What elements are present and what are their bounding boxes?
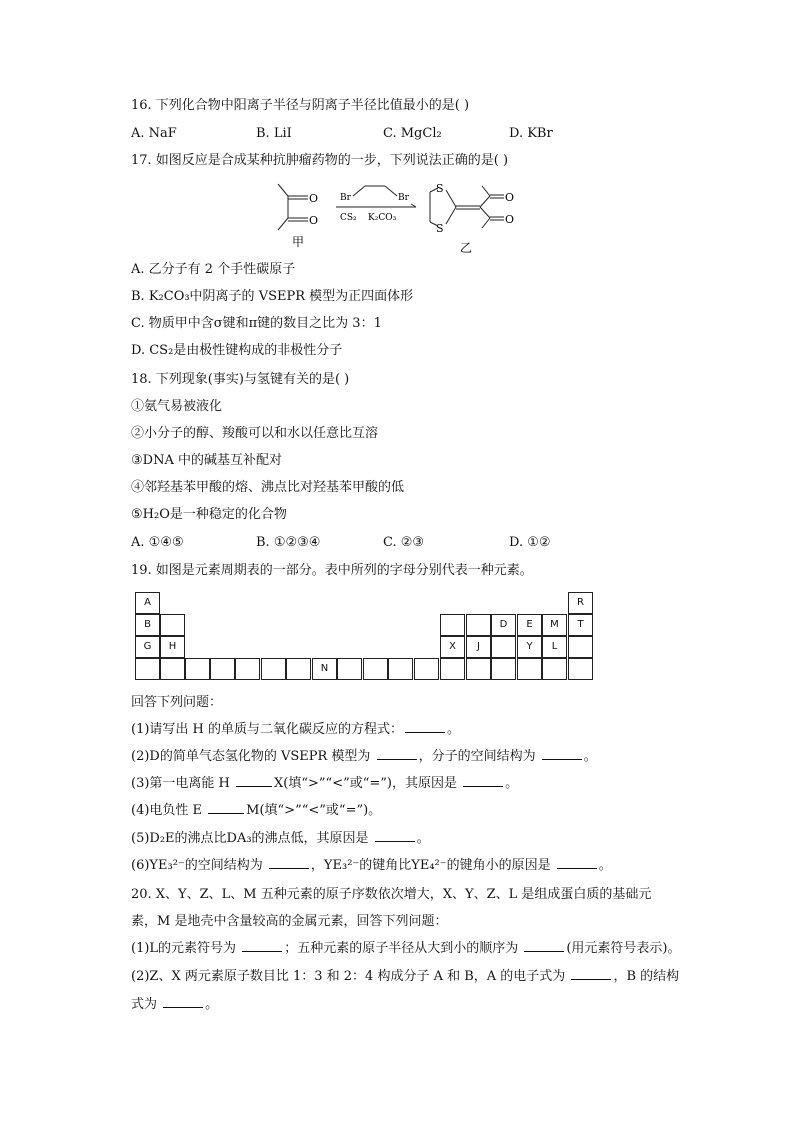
cell-empty: [414, 658, 439, 680]
q18-option-b: B. ①②③④: [256, 535, 321, 550]
cell-empty: [568, 636, 593, 658]
q18-item-5: ⑤H₂O是一种稳定的化合物: [131, 507, 287, 522]
cell-d: D: [491, 614, 516, 636]
reaction-diagram: [270, 180, 530, 260]
q18-option-d: D. ①②: [509, 535, 551, 550]
cell-empty: [568, 658, 593, 680]
cell-empty: [466, 658, 491, 680]
cond-k2co3: K₂CO₃: [368, 213, 397, 223]
reagent-br-right: Br: [398, 193, 409, 203]
product-s1: S: [436, 182, 444, 195]
q19-p3-text-b: X(填“>”“<”或“=”)，其原因是: [274, 776, 462, 791]
q18-item-4: ④邻羟基苯甲酸的熔、沸点比对羟基苯甲酸的低: [131, 480, 405, 495]
product-label: 乙: [460, 241, 473, 255]
answer-blank[interactable]: [463, 774, 503, 787]
answer-blank[interactable]: [242, 939, 282, 952]
q18-option-a: A. ①④⑤: [131, 535, 184, 550]
q20-l3-c: (用元素符号表示)。: [566, 941, 681, 956]
product-o2: O: [505, 213, 515, 226]
reactant-o1: O: [309, 192, 319, 205]
cell-empty: [363, 658, 388, 680]
cell-empty: [160, 614, 185, 636]
q20-line-4: [131, 967, 679, 987]
q17-stem: 17. 如图反应是合成某种抗肿瘤药物的一步，下列说法正确的是( ): [131, 153, 509, 168]
q19-p6-text-a: (6)YE₃²⁻的空间结构为: [131, 858, 267, 873]
q18-option-c: C. ②③: [383, 535, 425, 550]
q20-l5-a: 式为: [131, 997, 162, 1012]
cell-x: X: [440, 636, 465, 658]
cell-m: M: [542, 614, 567, 636]
q19-p5-text: (5)D₂E的沸点比DA₃的沸点低，其原因是: [131, 831, 373, 846]
q20-l5-b: 。: [205, 997, 219, 1012]
q16-stem: 16. 下列化合物中阳离子半径与阴离子半径比值最小的是( ): [131, 98, 470, 113]
answer-blank[interactable]: [377, 747, 417, 760]
answer-blank[interactable]: [375, 829, 415, 842]
q19-part-5: [131, 829, 430, 849]
q20-l4-a: (2)Z、X 两元素原子数目比 1：3 和 2：4 构成分子 A 和 B，A 的电子式为: [131, 969, 570, 984]
answer-blank[interactable]: [571, 967, 611, 980]
cell-j: J: [466, 636, 491, 658]
q19-p5-end: 。: [416, 831, 430, 846]
q19-p1-end: 。: [447, 722, 461, 737]
cell-e: E: [517, 614, 542, 636]
cell-empty: [185, 658, 210, 680]
answer-blank[interactable]: [163, 995, 203, 1008]
q19-p2-text-a: (2)D的简单气态氢化物的 VSEPR 模型为: [131, 749, 375, 764]
q20-line-5: [131, 995, 218, 1015]
cell-empty: [286, 658, 311, 680]
cell-empty: [466, 614, 491, 636]
q20-l3-b: ；五种元素的原子半径从大到小的顺序为: [284, 941, 523, 956]
reactant-label: 甲: [292, 235, 305, 249]
cell-empty: [440, 658, 465, 680]
cell-g: G: [135, 636, 160, 658]
q20-line-3: [131, 939, 680, 959]
q19-part-4: [131, 801, 381, 821]
q16-option-c: C. MgCl₂: [383, 126, 442, 141]
q17-option-b: B. K₂CO₃中阴离子的 VSEPR 模型为正四面体形: [131, 289, 414, 304]
q16-option-d: D. KBr: [509, 126, 553, 141]
q19-part-3: [131, 774, 518, 794]
q19-p3-text-a: (3)第一电离能 H: [131, 776, 235, 791]
q20-line-1: 20. X、Y、Z、L、M 五种元素的原子序数依次增大，X、Y、Z、L 是组成蛋白质的基础元: [131, 887, 652, 902]
q18-item-3: ③DNA 中的碱基互补配对: [131, 453, 282, 468]
cell-empty: [440, 614, 465, 636]
product-s2: S: [436, 222, 444, 235]
q19-p2-text-b: ，分子的空间结构为: [418, 749, 540, 764]
answer-blank[interactable]: [542, 747, 582, 760]
cell-empty: [491, 636, 516, 658]
q19-intro: 回答下列问题：: [131, 695, 223, 710]
q18-item-1: ①氨气易被液化: [131, 399, 223, 414]
cell-empty: [261, 658, 286, 680]
q19-part-1: [131, 720, 460, 740]
cell-empty: [337, 658, 362, 680]
cell-empty: [160, 658, 185, 680]
cell-r: R: [568, 592, 593, 614]
cell-empty: [491, 658, 516, 680]
q19-p1-text: (1)请写出 H 的单质与二氧化碳反应的方程式：: [131, 722, 404, 737]
cell-l: L: [542, 636, 567, 658]
q19-p6-end: 。: [598, 858, 612, 873]
cell-h: H: [160, 636, 185, 658]
cell-n: N: [312, 658, 337, 680]
cell-empty: [388, 658, 413, 680]
answer-blank[interactable]: [236, 774, 272, 787]
cell-empty: [135, 658, 160, 680]
q19-p6-text-b: ，YE₃²⁻的键角比YE₄²⁻的键角小的原因是: [310, 858, 555, 873]
q18-item-2: ②小分子的醇、羧酸可以和水以任意比互溶: [131, 426, 379, 441]
q19-stem: 19. 如图是元素周期表的一部分。表中所列的字母分别代表一种元素。: [131, 563, 533, 578]
answer-blank[interactable]: [557, 856, 597, 869]
q20-l3-a: (1)L的元素符号为: [131, 941, 241, 956]
q19-p4-text-b: M(填“>”“<”或“=”)。: [246, 803, 382, 818]
q20-l4-b: ，B 的结构: [613, 969, 680, 984]
q16-option-a: A. NaF: [131, 126, 177, 141]
answer-blank[interactable]: [524, 939, 564, 952]
q17-option-c: C. 物质甲中含σ键和π键的数目之比为 3：1: [131, 316, 382, 331]
cell-y: Y: [517, 636, 542, 658]
answer-blank[interactable]: [269, 856, 309, 869]
cell-empty: [542, 658, 567, 680]
cell-t: T: [568, 614, 593, 636]
cell-b: B: [135, 614, 160, 636]
answer-blank[interactable]: [405, 720, 445, 733]
cell-empty: [517, 658, 542, 680]
cell-empty: [235, 658, 260, 680]
cond-cs2: CS₂: [340, 213, 357, 223]
answer-blank[interactable]: [208, 801, 244, 814]
q16-option-b: B. LiI: [256, 126, 292, 141]
q19-p2-end: 。: [583, 749, 597, 764]
q17-option-d: D. CS₂是由极性键构成的非极性分子: [131, 343, 343, 358]
q19-part-6: [131, 856, 612, 876]
q18-stem: 18. 下列现象(事实)与氢键有关的是( ): [131, 372, 350, 387]
q19-p3-end: 。: [505, 776, 519, 791]
q20-line-2: 素，M 是地壳中含量较高的金属元素，回答下列问题：: [131, 914, 448, 929]
reagent-br-left: Br: [340, 193, 351, 203]
reactant-structure: [278, 184, 308, 230]
reactant-o2: O: [309, 214, 319, 227]
reagent-chain: [353, 186, 397, 196]
cell-empty: [210, 658, 235, 680]
product-o1: O: [505, 191, 515, 204]
cell-a: A: [135, 592, 160, 614]
q19-p4-text-a: (4)电负性 E: [131, 803, 207, 818]
q17-option-a: A. 乙分子有 2 个手性碳原子: [131, 262, 296, 277]
q19-part-2: [131, 747, 597, 767]
